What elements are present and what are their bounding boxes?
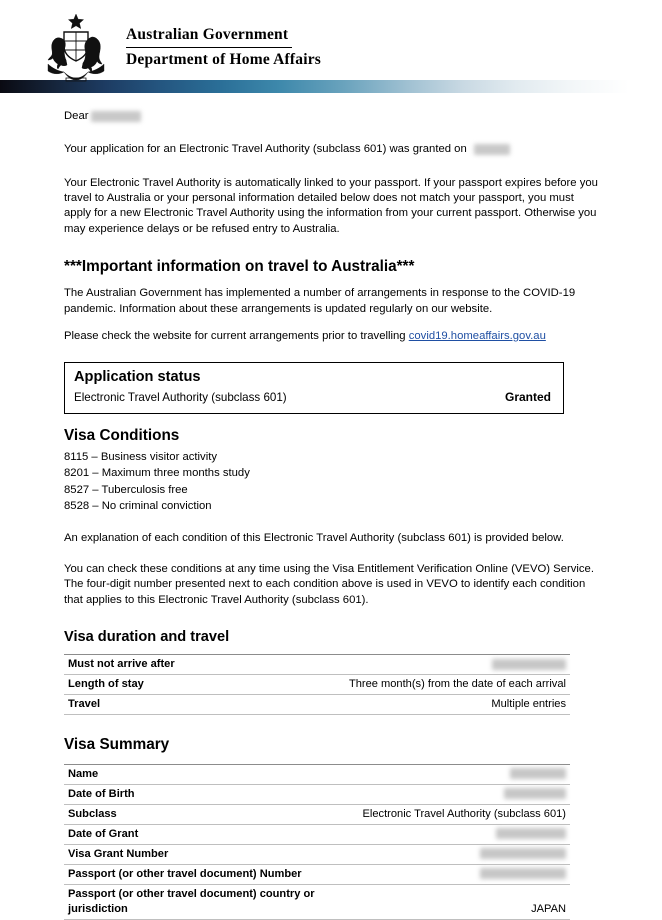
- australian-coat-of-arms-icon: [40, 12, 112, 86]
- visa-duration-table: [64, 654, 570, 715]
- visa-summary-table: [64, 764, 570, 920]
- row-label: Length of stay: [64, 675, 235, 695]
- row-label: Must not arrive after: [64, 655, 235, 675]
- application-status-box: [64, 362, 564, 414]
- row-label: Passport (or other travel document) country or jurisdiction: [64, 884, 356, 919]
- row-label: Name: [64, 764, 356, 784]
- row-value: Multiple entries: [235, 695, 570, 715]
- redacted-value: [480, 868, 566, 879]
- check-website-text: Please check the website for current arrangements prior to travelling: [64, 329, 406, 342]
- redacted-value: [496, 828, 566, 839]
- row-value: Electronic Travel Authority (subclass 601): [356, 804, 570, 824]
- important-info-heading: ***Important information on travel to Australia***: [64, 258, 415, 276]
- row-label: Date of Birth: [64, 784, 356, 804]
- wordmark-divider: [126, 47, 292, 48]
- redacted-value: [492, 659, 566, 670]
- table-row: [64, 675, 570, 695]
- row-label: Subclass: [64, 804, 356, 824]
- status-badge: Granted: [504, 390, 551, 405]
- table-row: [64, 844, 570, 864]
- row-value: [356, 824, 570, 844]
- row-value: [356, 764, 570, 784]
- grant-sentence: [64, 142, 598, 157]
- passport-paragraph: Your Electronic Travel Authority is automatically linked to your passport. If your passport expires before you travel to Australia or your personal information detailed below does not match your passport, you must apply for a new Electronic Travel Authority using the information from your current passport. Otherwise you may experience delays or be refused entry to Australia.: [64, 176, 598, 235]
- visa-duration-heading: Visa duration and travel: [64, 629, 230, 645]
- row-value: [356, 844, 570, 864]
- gov-line-department: Department of Home Affairs: [126, 50, 322, 68]
- application-status-title: Application status: [74, 369, 201, 386]
- application-status-row: [74, 389, 554, 406]
- visa-conditions-heading: Visa Conditions: [64, 426, 180, 444]
- document-header: [0, 0, 662, 80]
- row-value: [356, 784, 570, 804]
- table-row: [64, 864, 570, 884]
- table-row: [64, 824, 570, 844]
- row-label: Passport (or other travel document) Number: [64, 864, 356, 884]
- government-wordmark: [126, 10, 321, 69]
- list-item: 8527 – Tuberculosis free: [64, 483, 188, 496]
- conditions-explanation-paragraph: An explanation of each condition of this Electronic Travel Authority (subclass 601) is provided below.: [64, 531, 564, 544]
- redacted-value: [504, 788, 566, 799]
- redacted-value: [480, 848, 566, 859]
- row-value: JAPAN: [356, 884, 570, 919]
- redacted-grant-date: [474, 144, 510, 155]
- table-row: [64, 884, 570, 919]
- redacted-name: [91, 111, 141, 122]
- table-row: [64, 764, 570, 784]
- visa-conditions-list: [64, 449, 598, 515]
- check-website-line: [64, 329, 598, 344]
- visa-summary-heading: Visa Summary: [64, 736, 170, 754]
- list-item: 8528 – No criminal conviction: [64, 500, 212, 513]
- row-value: Three month(s) from the date of each arrival: [235, 675, 570, 695]
- list-item: 8115 – Business visitor activity: [64, 451, 217, 464]
- grant-sentence-text: Your application for an Electronic Travel Authority (subclass 601) was granted on: [64, 143, 467, 156]
- covid-website-link[interactable]: covid19.homeaffairs.gov.au: [408, 329, 546, 342]
- table-row: [64, 695, 570, 715]
- row-label: Date of Grant: [64, 824, 356, 844]
- row-label: Travel: [64, 695, 235, 715]
- redacted-value: [510, 768, 566, 779]
- document-body: [0, 93, 662, 920]
- list-item: 8201 – Maximum three months study: [64, 467, 250, 480]
- gov-line-australian-government: Australian Government: [126, 26, 289, 43]
- row-value: [235, 655, 570, 675]
- table-row: [64, 784, 570, 804]
- table-row: [64, 655, 570, 675]
- salutation-line: [64, 109, 598, 124]
- covid-paragraph: The Australian Government has implemented a number of arrangements in response to the COVID-19 pandemic. Information about these arrangements is updated regularly on our website.: [64, 287, 576, 315]
- salutation-text: Dear: [64, 110, 89, 122]
- vevo-paragraph: You can check these conditions at any time using the Visa Entitlement Verification Online (VEVO) Service. The four-digit number presented next to each condition above is used in VEVO to identify each condition that applies to this Electronic Travel Authority (subclass 601).: [64, 562, 594, 606]
- row-value: [356, 864, 570, 884]
- application-status-subject: Electronic Travel Authority (subclass 601): [74, 391, 287, 405]
- row-label: Visa Grant Number: [64, 844, 356, 864]
- table-row: [64, 804, 570, 824]
